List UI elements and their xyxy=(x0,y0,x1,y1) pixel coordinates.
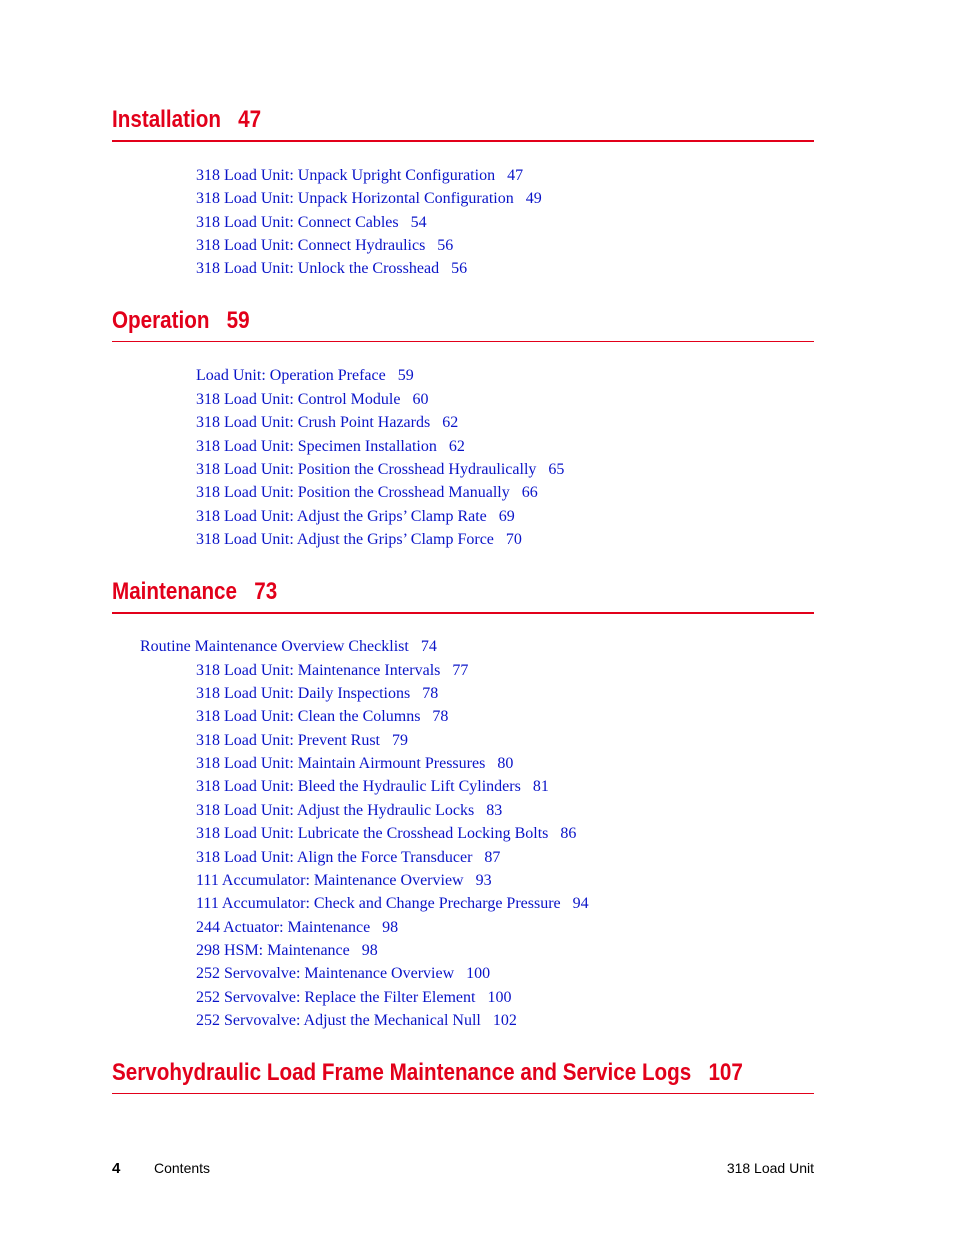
toc-entry[interactable] xyxy=(196,260,467,278)
section-heading[interactable] xyxy=(112,307,716,335)
toc-entry-page: 94 xyxy=(572,895,589,912)
section-installation xyxy=(112,106,814,134)
toc-entry-label: 318 Load Unit: Unpack Upright Configuration xyxy=(196,167,496,184)
toc-entry-page: 78 xyxy=(422,685,439,702)
toc-entry[interactable] xyxy=(196,414,458,432)
toc-entry-page: 54 xyxy=(410,214,427,231)
section-service-logs xyxy=(112,1059,814,1087)
toc-entry-label: 298 HSM: Maintenance xyxy=(196,942,350,959)
toc-entry[interactable] xyxy=(196,732,408,750)
section-page-number: 73 xyxy=(254,578,278,605)
toc-entry-page: 100 xyxy=(466,965,491,982)
toc-entry-page: 69 xyxy=(498,508,515,525)
toc-entry[interactable] xyxy=(196,755,513,773)
section-rule xyxy=(112,1093,814,1094)
toc-entry-page: 47 xyxy=(507,167,524,184)
toc-entry-page: 65 xyxy=(548,461,565,478)
toc-entry[interactable] xyxy=(196,367,414,385)
toc-entry-label: 318 Load Unit: Adjust the Grips’ Clamp Force xyxy=(196,531,494,548)
toc-entry-page: 87 xyxy=(484,849,501,866)
toc-entry-page: 100 xyxy=(487,989,512,1006)
toc-entry[interactable] xyxy=(196,825,576,843)
toc-entry[interactable] xyxy=(196,849,500,867)
toc-entry[interactable] xyxy=(196,919,398,937)
toc-entry[interactable] xyxy=(196,438,465,456)
toc-entry-page: 49 xyxy=(525,190,542,207)
toc-entry-label: 318 Load Unit: Crush Point Hazards xyxy=(196,414,431,431)
toc-entry[interactable] xyxy=(196,190,542,208)
toc-entry-label: 111 Accumulator: Check and Change Precharge Pressure xyxy=(196,895,561,912)
toc-entry[interactable] xyxy=(196,989,511,1007)
toc-entry-label: 318 Load Unit: Specimen Installation xyxy=(196,438,437,455)
toc-entry-label: 318 Load Unit: Position the Crosshead Manually xyxy=(196,484,510,501)
toc-entry[interactable] xyxy=(196,167,523,185)
toc-entry[interactable] xyxy=(196,942,378,960)
section-maintenance xyxy=(112,578,814,606)
toc-entry-page: 81 xyxy=(532,778,549,795)
footer-page-number: 4 xyxy=(112,1160,121,1177)
toc-entry-page: 62 xyxy=(448,438,465,455)
toc-entry-page: 83 xyxy=(486,802,503,819)
toc-entry-label: 318 Load Unit: Maintain Airmount Pressures xyxy=(196,755,486,772)
toc-entry[interactable] xyxy=(196,662,468,680)
toc-entry-page: 56 xyxy=(451,260,468,277)
section-page-number: 59 xyxy=(226,307,250,334)
toc-entry-page: 80 xyxy=(497,755,514,772)
toc-entry[interactable] xyxy=(196,531,522,549)
toc-entry[interactable] xyxy=(196,685,438,703)
section-title: Maintenance xyxy=(112,578,238,605)
toc-entry[interactable] xyxy=(196,1012,517,1030)
section-rule xyxy=(112,341,814,342)
section-rule xyxy=(112,140,814,142)
toc-entry-label: 318 Load Unit: Unlock the Crosshead xyxy=(196,260,440,277)
section-title: Operation xyxy=(112,307,210,334)
toc-entry-page: 59 xyxy=(397,367,414,384)
toc-entry[interactable] xyxy=(196,802,502,820)
toc-entry-label: 111 Accumulator: Maintenance Overview xyxy=(196,872,464,889)
toc-entry-page: 66 xyxy=(521,484,538,501)
toc-entry-label: 318 Load Unit: Adjust the Grips’ Clamp Rate xyxy=(196,508,487,525)
toc-entry-label: 318 Load Unit: Unpack Horizontal Configuration xyxy=(196,190,514,207)
toc-entry-page: 86 xyxy=(560,825,577,842)
section-heading[interactable] xyxy=(112,1059,743,1087)
toc-entry-page: 74 xyxy=(420,638,437,655)
toc-entry-label: 252 Servovalve: Maintenance Overview xyxy=(196,965,455,982)
toc-entry-label: 318 Load Unit: Prevent Rust xyxy=(196,732,380,749)
toc-entry-label: 318 Load Unit: Clean the Columns xyxy=(196,708,421,725)
toc-entry-label: 318 Load Unit: Control Module xyxy=(196,391,401,408)
toc-entry-label: 318 Load Unit: Daily Inspections xyxy=(196,685,411,702)
toc-entry-page: 102 xyxy=(492,1012,517,1029)
section-page-number: 107 xyxy=(708,1059,743,1086)
toc-entry-label: Routine Maintenance Overview Checklist xyxy=(140,638,409,655)
toc-entry-label: 318 Load Unit: Adjust the Hydraulic Locks xyxy=(196,802,475,819)
section-title: Installation xyxy=(112,106,221,133)
section-rule xyxy=(112,612,814,614)
toc-entry[interactable] xyxy=(196,461,564,479)
toc-entry[interactable] xyxy=(196,872,492,890)
toc-entry-label: 318 Load Unit: Connect Cables xyxy=(196,214,399,231)
page-footer xyxy=(112,1159,814,1177)
toc-entry-label: 318 Load Unit: Bleed the Hydraulic Lift Cylinders xyxy=(196,778,521,795)
toc-entry-label: 318 Load Unit: Align the Force Transducer xyxy=(196,849,473,866)
toc-entry[interactable] xyxy=(196,895,589,913)
toc-entry[interactable] xyxy=(196,214,427,232)
toc-entry[interactable] xyxy=(196,778,549,796)
toc-entry-page: 70 xyxy=(505,531,522,548)
toc-entry-page: 78 xyxy=(432,708,449,725)
footer-product-name: 318 Load Unit xyxy=(726,1160,814,1176)
toc-entry[interactable] xyxy=(140,638,437,656)
toc-entry[interactable] xyxy=(196,237,453,255)
toc-entry-page: 79 xyxy=(391,732,408,749)
toc-entry-page: 77 xyxy=(452,662,469,679)
toc-entry[interactable] xyxy=(196,965,490,983)
toc-entry-label: 318 Load Unit: Lubricate the Crosshead Locking Bolts xyxy=(196,825,549,842)
section-title: Servohydraulic Load Frame Maintenance and Service Logs xyxy=(112,1059,692,1086)
toc-entry-label: Load Unit: Operation Preface xyxy=(196,367,386,384)
toc-entry[interactable] xyxy=(196,508,515,526)
toc-entry[interactable] xyxy=(196,391,428,409)
toc-entry-page: 98 xyxy=(361,942,378,959)
section-heading[interactable] xyxy=(112,578,716,606)
toc-entry-label: 244 Actuator: Maintenance xyxy=(196,919,371,936)
toc-entry-label: 252 Servovalve: Adjust the Mechanical Null xyxy=(196,1012,481,1029)
footer-chapter-title: Contents xyxy=(154,1160,211,1176)
toc-entry-page: 60 xyxy=(412,391,429,408)
toc-entry[interactable] xyxy=(196,708,448,726)
toc-entry-page: 62 xyxy=(442,414,459,431)
section-heading[interactable] xyxy=(112,106,716,134)
toc-entry-label: 252 Servovalve: Replace the Filter Element xyxy=(196,989,476,1006)
toc-entry-label: 318 Load Unit: Maintenance Intervals xyxy=(196,662,441,679)
toc-entry-page: 56 xyxy=(437,237,454,254)
toc-entry-page: 93 xyxy=(475,872,492,889)
toc-entry-page: 98 xyxy=(382,919,399,936)
toc-entry[interactable] xyxy=(196,484,538,502)
section-page-number: 47 xyxy=(238,106,262,133)
toc-entry-label: 318 Load Unit: Connect Hydraulics xyxy=(196,237,426,254)
toc-entry-label: 318 Load Unit: Position the Crosshead Hydraulically xyxy=(196,461,537,478)
section-operation xyxy=(112,307,814,335)
